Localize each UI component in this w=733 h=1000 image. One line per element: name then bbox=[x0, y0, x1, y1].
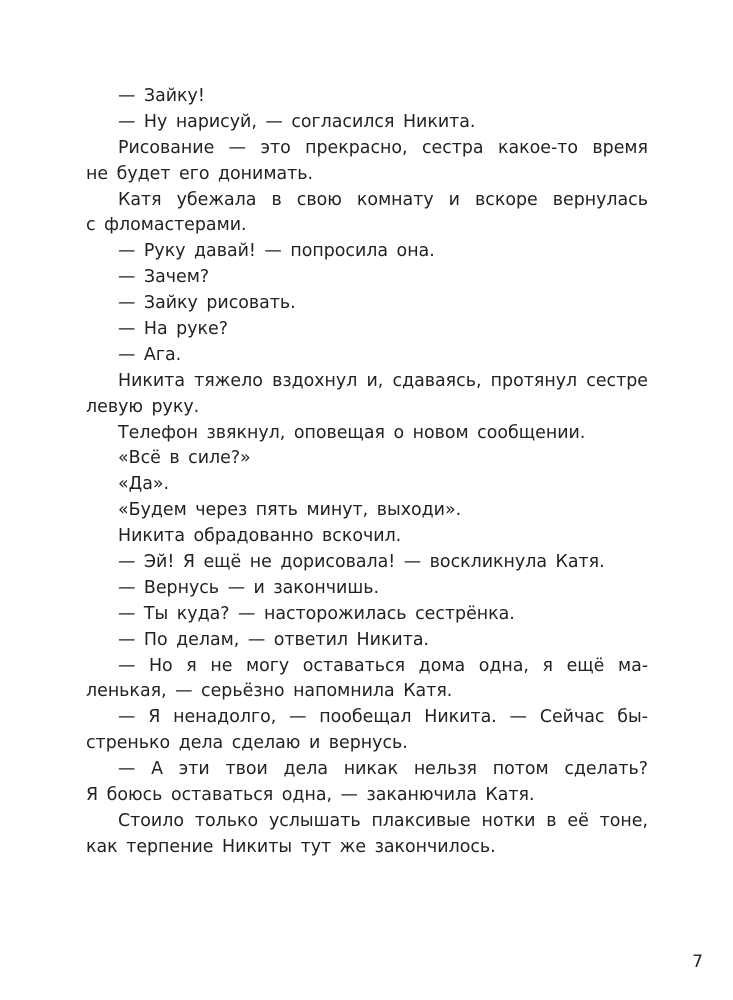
text-line: — А эти твои дела никак нельзя потом сделать? bbox=[118, 759, 648, 780]
text-line: Катя убежала в свою комнату и вскоре вернулась bbox=[118, 189, 648, 210]
text-line: — Эй! Я ещё не дорисовала! — воскликнула Катя. bbox=[118, 552, 605, 573]
text-line: Никита обрадованно вскочил. bbox=[118, 526, 402, 547]
text-line: «Будем через пять минут, выходи». bbox=[118, 500, 462, 521]
text-line: Стоило только услышать плаксивые нотки в её тоне, bbox=[118, 810, 648, 831]
text-line: стренько дела сделаю и вернусь. bbox=[86, 733, 408, 754]
text-line: — Зайку рисовать. bbox=[118, 293, 296, 314]
page-number: 7 bbox=[692, 952, 703, 972]
text-line: — По делам, — ответил Никита. bbox=[118, 629, 430, 650]
text-line: — На руке? bbox=[118, 319, 228, 340]
text-line: Телефон звякнул, оповещая о новом сообщении. bbox=[118, 422, 586, 443]
text-line: как терпение Никиты тут же закончилось. bbox=[86, 836, 496, 857]
text-line: ленькая, — серьёзно напомнила Катя. bbox=[86, 681, 453, 702]
text-line: — Я ненадолго, — пообещал Никита. — Сейчас бы- bbox=[118, 707, 648, 728]
text-line: Я боюсь оставаться одна, — заканючила Катя. bbox=[86, 785, 535, 806]
text-line: — Ты куда? — насторожилась сестрёнка. bbox=[118, 603, 515, 624]
text-line: — Но я не могу оставаться дома одна, я ещё ма- bbox=[118, 655, 648, 676]
story-text bbox=[86, 84, 648, 861]
text-line: Никита тяжело вздохнул и, сдаваясь, протянул сестре bbox=[118, 370, 648, 391]
text-line: — Ага. bbox=[118, 344, 182, 365]
text-line: левую руку. bbox=[86, 396, 200, 417]
text-line: — Ну нарисуй, — согласился Никита. bbox=[118, 111, 476, 132]
text-line: — Вернусь — и закончишь. bbox=[118, 577, 380, 598]
text-line: «Да». bbox=[118, 474, 170, 495]
text-line: — Зачем? bbox=[118, 267, 210, 288]
text-line: «Всё в силе?» bbox=[118, 448, 251, 469]
text-line: Рисование — это прекрасно, сестра какое-то время bbox=[118, 137, 648, 158]
text-line: — Зайку! bbox=[118, 86, 205, 106]
text-line: не будет его донимать. bbox=[86, 163, 314, 184]
text-line: — Руку давай! — попросила она. bbox=[118, 241, 435, 262]
text-line: с фломастерами. bbox=[86, 215, 247, 236]
